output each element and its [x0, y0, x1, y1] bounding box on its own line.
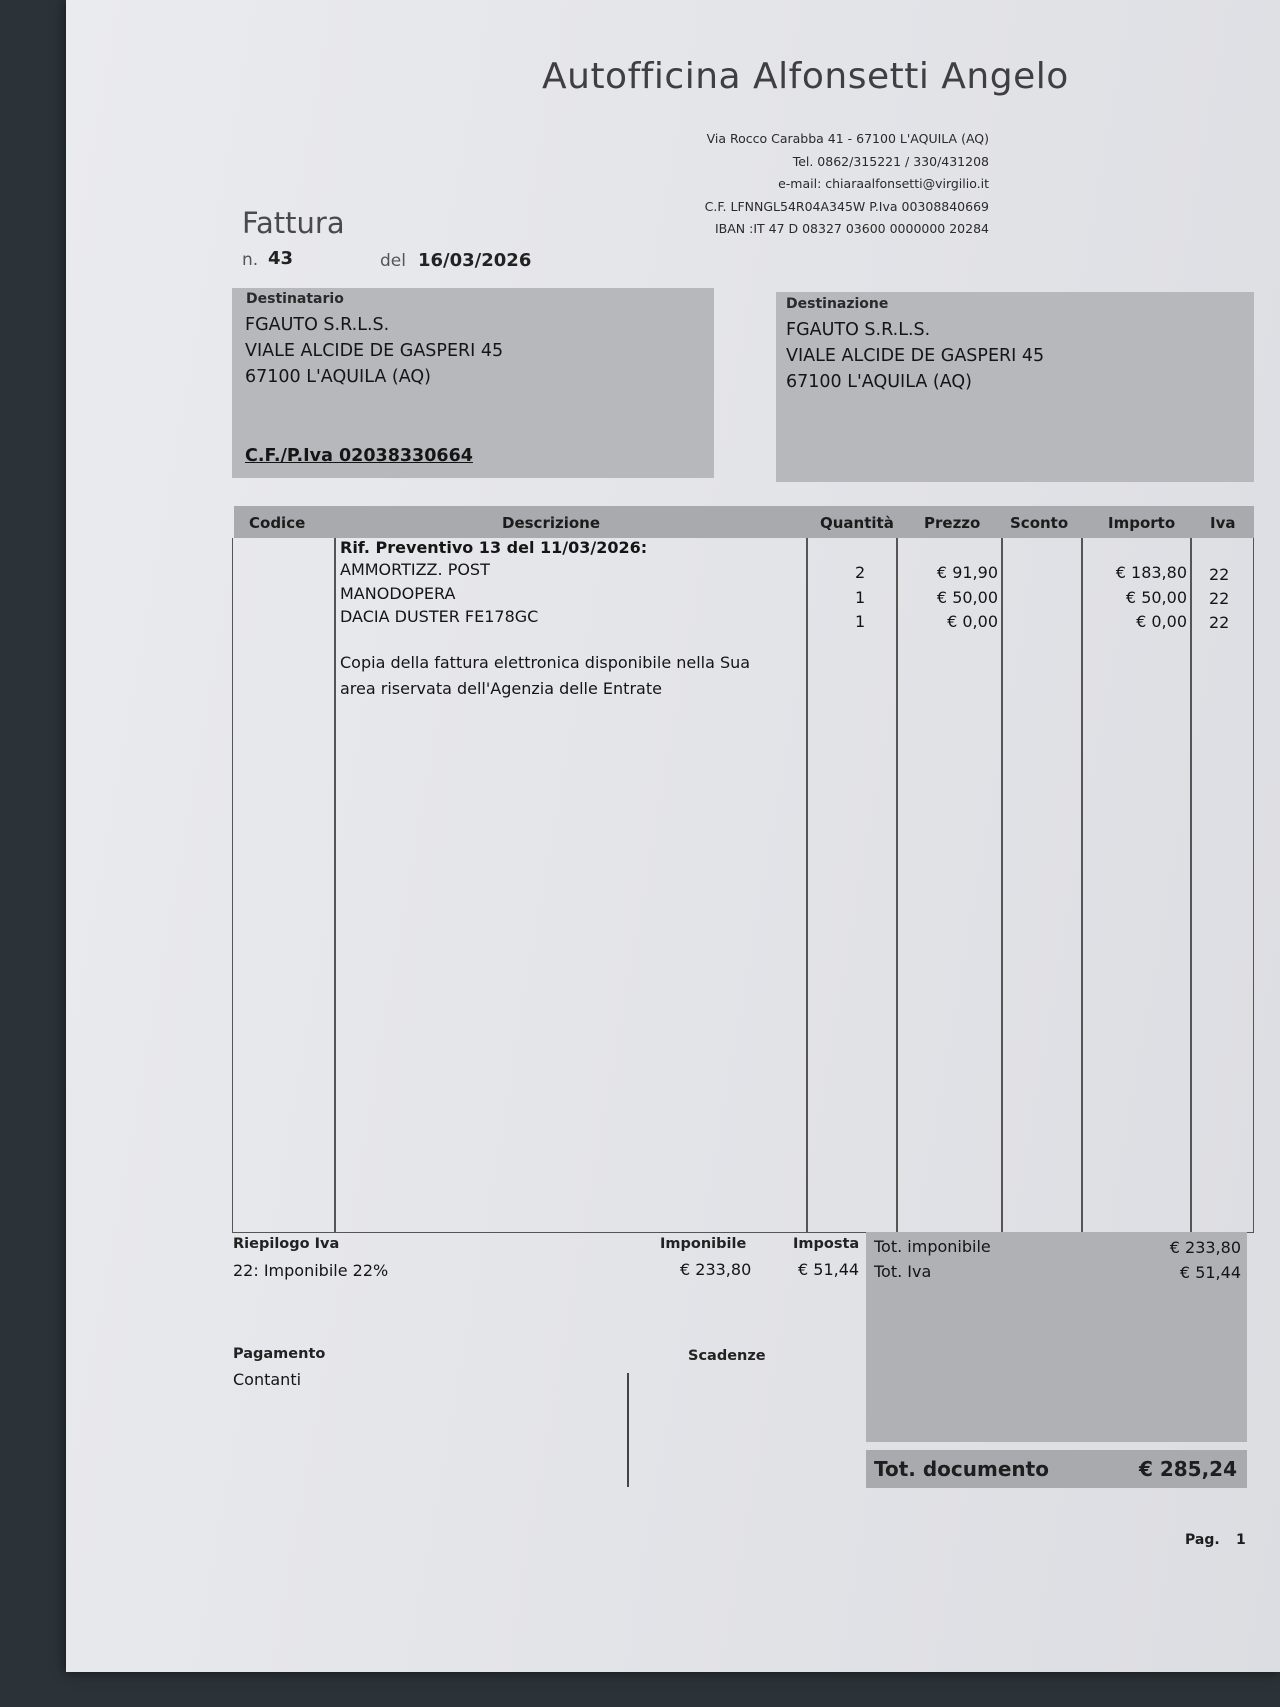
company-tax-ids: C.F. LFNNGL54R04A345W P.Iva 00308840669 [704, 198, 989, 214]
company-info [705, 128, 989, 241]
row-qty: 2 [855, 563, 866, 582]
row-description: MANODOPERA [340, 584, 456, 603]
destination-street: VIALE ALCIDE DE GASPERI 45 [786, 346, 1045, 366]
vat-summary-line: 22: Imponibile 22% [233, 1261, 389, 1280]
vat-summary-label: Riepilogo Iva [233, 1236, 340, 1252]
destination-box [776, 292, 1254, 482]
document-title: Fattura [242, 206, 345, 240]
row-description: AMMORTIZZ. POST [340, 560, 490, 579]
row-vat: 22 [1209, 565, 1230, 584]
document-total-label: Tot. documento [874, 1457, 1049, 1481]
destination-label: Destinazione [786, 296, 889, 312]
total-taxable-value: € 233,80 [1169, 1238, 1241, 1257]
company-email: e-mail: chiaraalfonsetti@virgilio.it [778, 176, 989, 191]
col-quantity: Quantità [820, 514, 894, 532]
invoice-page [66, 0, 1280, 1672]
column-divider [896, 538, 898, 1232]
totals-box [866, 1232, 1247, 1442]
table-body [232, 538, 1254, 1233]
col-price: Prezzo [924, 514, 981, 532]
row-amount: € 0,00 [1136, 612, 1187, 631]
document-total-box [866, 1450, 1247, 1488]
total-vat-label: Tot. Iva [874, 1262, 932, 1281]
recipient-city: 67100 L'AQUILA (AQ) [245, 367, 431, 387]
due-dates-label: Scadenze [688, 1348, 766, 1364]
payment-value: Contanti [233, 1370, 302, 1389]
row-description: DACIA DUSTER FE178GC [340, 607, 539, 626]
row-amount: € 183,80 [1115, 563, 1187, 582]
quote-reference: Rif. Preventivo 13 del 11/03/2026: [340, 538, 648, 557]
column-divider [806, 538, 808, 1232]
column-divider [1081, 538, 1083, 1232]
payment-divider [627, 1373, 629, 1487]
row-vat: 22 [1209, 613, 1230, 632]
vat-summary-tax: € 51,44 [798, 1260, 860, 1279]
page-label: Pag. [1185, 1532, 1220, 1548]
row-qty: 1 [855, 588, 866, 607]
row-price: € 50,00 [936, 588, 998, 607]
company-name: Autofficina Alfonsetti Angelo [542, 56, 1069, 97]
taxable-label: Imponibile [660, 1236, 747, 1252]
recipient-street: VIALE ALCIDE DE GASPERI 45 [245, 341, 504, 361]
col-code: Codice [249, 514, 306, 532]
row-vat: 22 [1209, 589, 1230, 608]
table-header [234, 506, 1254, 538]
col-discount: Sconto [1010, 514, 1069, 532]
total-taxable-label: Tot. imponibile [874, 1237, 991, 1256]
col-vat: Iva [1210, 514, 1236, 532]
destination-city: 67100 L'AQUILA (AQ) [786, 372, 972, 392]
note-line: Copia della fattura elettronica disponibile nella Sua [340, 653, 751, 672]
column-divider [1001, 538, 1003, 1232]
document-total-value: € 285,24 [1138, 1457, 1237, 1481]
payment-label: Pagamento [233, 1346, 326, 1362]
column-divider [334, 538, 336, 1232]
page-number: 1 [1236, 1532, 1246, 1548]
row-amount: € 50,00 [1125, 588, 1187, 607]
date-label: del [380, 251, 406, 271]
recipient-name: FGAUTO S.R.L.S. [245, 315, 390, 335]
invoice-number: 43 [268, 248, 294, 269]
company-phone: Tel. 0862/315221 / 330/431208 [792, 153, 989, 169]
invoice-date: 16/03/2026 [418, 250, 532, 271]
company-address: Via Rocco Carabba 41 - 67100 L'AQUILA (AQ) [706, 131, 989, 146]
col-amount: Importo [1108, 514, 1176, 532]
note-line: area riservata dell'Agenzia delle Entrate [340, 679, 662, 698]
number-label: n. [242, 250, 259, 270]
recipient-label: Destinatario [246, 291, 344, 307]
recipient-tax-id: C.F./P.Iva 02038330664 [245, 446, 473, 466]
destination-name: FGAUTO S.R.L.S. [786, 320, 931, 340]
vat-summary-taxable: € 233,80 [680, 1260, 752, 1279]
row-qty: 1 [855, 612, 866, 631]
row-price: € 91,90 [936, 563, 998, 582]
col-description: Descrizione [502, 514, 601, 532]
total-vat-value: € 51,44 [1179, 1263, 1241, 1282]
company-iban: IBAN :IT 47 D 08327 03600 0000000 20284 [714, 221, 989, 236]
tax-label: Imposta [793, 1236, 860, 1252]
column-divider [1190, 538, 1192, 1232]
row-price: € 0,00 [947, 612, 998, 631]
